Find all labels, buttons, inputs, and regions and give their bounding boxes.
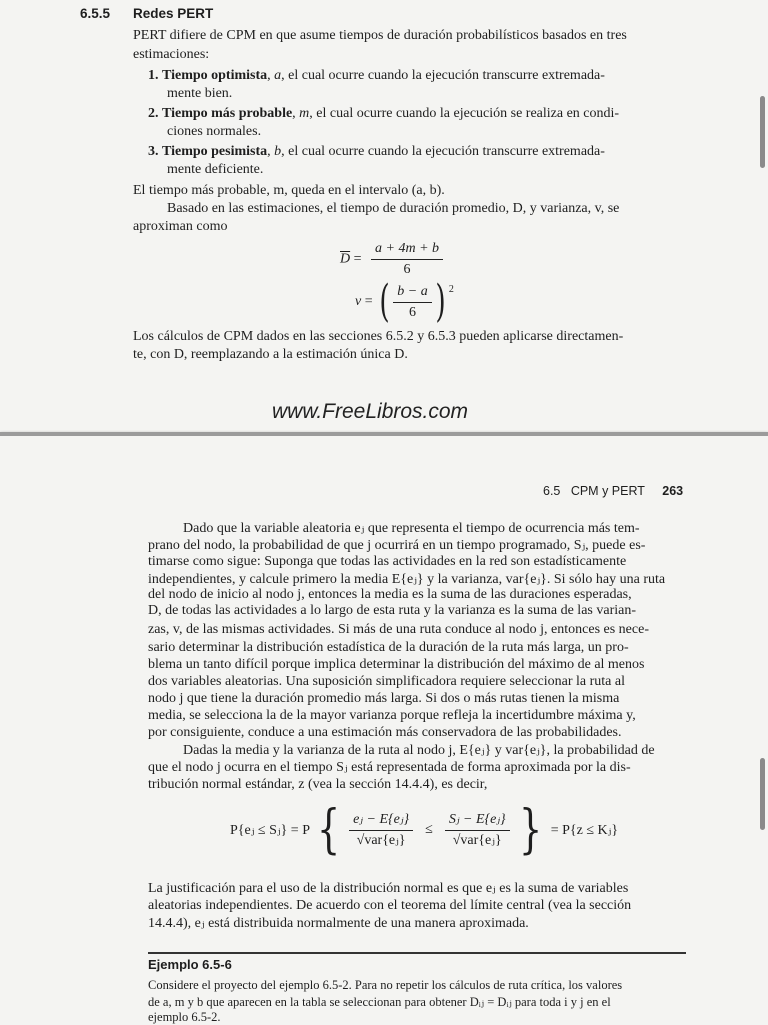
cpm-line-1: Los cálculos de CPM dados en las secciones 6.5.2 y 6.5.3 pueden aplicarse directamen-	[133, 329, 624, 344]
p2-line: Dadas la media y la varianza de la ruta al nodo j, E{eⱼ} y var{eⱼ}, la probabilidad de	[183, 743, 655, 758]
p1-line: blema un tanto difícil porque implica determinar la distribución del máximo de al menos	[148, 657, 645, 672]
intro-paragraph: PERT difiere de CPM en que asume tiempos de duración probabilísticos basados en tres estimaciones:	[133, 28, 627, 62]
p1-line: por consiguiente, conduce a una estimación más conservadora de las probabilidades.	[148, 725, 622, 740]
estimate-3: 3. Tiempo pesimista, b, el cual ocurre cuando la ejecución transcurre extremada-	[148, 144, 605, 159]
probability-formula: P{eⱼ ≤ Sⱼ} = P { $\frac{\text{eⱼ − E\{eⱼ\}}}{\text{√var\{eⱼ\}}}$ ≤ $\frac{\text{Sⱼ − E\{eⱼ\}}}{\text{√var\{eⱼ\}}}$ } = P{z ≤ Kⱼ}	[230, 800, 619, 860]
estimate-term: Tiempo más probable	[162, 106, 293, 121]
example-line: de a, m y b que aparecen en la tabla se seleccionan para obtener Dᵢⱼ = Dᵢⱼ para toda i y j en el	[148, 995, 611, 1009]
header-title: CPM y PERT	[570, 484, 645, 498]
p1-line: prano del nodo, la probabilidad de que j ocurrirá en un tiempo programado, Sⱼ, puede es-	[148, 538, 646, 553]
page-number: 263	[662, 484, 684, 498]
example-line: Considere el proyecto del ejemplo 6.5-2. Para no repetir los cálculos de ruta crítica, los valores	[148, 978, 623, 992]
section-number: 6.5.5	[80, 6, 111, 21]
justification-line: La justificación para el uso de la distribución normal es que eⱼ es la suma de variables	[148, 881, 629, 896]
basado-line-1: Basado en las estimaciones, el tiempo de duración promedio, D, y varianza, v, se	[167, 201, 620, 216]
scrollbar-thumb-bottom[interactable]	[760, 758, 765, 830]
p1-line: dos variables aleatorias. Una suposición simplificadora requiere seleccionar la ruta al	[148, 674, 625, 689]
cpm-line-2: te, con D, reemplazando a la estimación única D.	[133, 347, 408, 362]
p1-line: Dado que la variable aleatoria eⱼ que representa el tiempo de ocurrencia más tem-	[183, 521, 640, 536]
p1-line: nodo j que tiene la duración promedio más larga. Si dos o más rutas tienen la misma	[148, 691, 620, 706]
bottom-page	[0, 436, 768, 1024]
basado-line-2: aproximan como	[133, 219, 228, 234]
p1-line: sario determinar la distribución estadística de la duración de la ruta más larga, un pro-	[148, 640, 629, 655]
estimate-3-cont: mente deficiente.	[167, 162, 264, 177]
estimate-1: 1. Tiempo optimista, a, el cual ocurre cuando la ejecución transcurre extremada-	[148, 68, 605, 83]
running-header	[543, 484, 683, 498]
p1-line: zas, v, de las mismas actividades. Si más de una ruta conduce al nodo j, entonces es nece-	[148, 622, 649, 637]
formula-duration: $\overline{D}$ = $\frac{a + 4m + b}{6}$	[340, 240, 443, 279]
example-rule	[148, 952, 686, 954]
formula-variance: v = ( $\frac{b - a}{6}$ ) $^2$	[355, 276, 454, 327]
estimate-2-cont: ciones normales.	[167, 124, 262, 139]
p1-line: media, se selecciona la de la mayor varianza porque refleja la incertidumbre máxima y,	[148, 708, 636, 723]
interval-text: El tiempo más probable, m, queda en el intervalo (a, b).	[133, 183, 445, 198]
section-title: Redes PERT	[133, 6, 214, 21]
p1-line: D, de todas las actividades a lo largo de esta ruta y la varianza es la suma de las varian-	[148, 603, 636, 618]
example-line: ejemplo 6.5-2.	[148, 1010, 221, 1024]
scrollbar-thumb-top[interactable]	[760, 96, 765, 168]
p1-line: timarse como sigue: Suponga que todas las actividades en la red son estadísticamente	[148, 554, 627, 569]
estimate-term: Tiempo optimista	[162, 68, 268, 83]
justification-line: aleatorias independientes. De acuerdo con el teorema del límite central (vea la sección	[148, 898, 632, 913]
p1-line: del nodo de inicio al nodo j, entonces la media es la suma de las duraciones esperadas,	[148, 587, 632, 602]
p2-line: que el nodo j ocurra en el tiempo Sⱼ está representada de forma aproximada por la dis-	[148, 760, 631, 775]
estimate-1-cont: mente bien.	[167, 86, 233, 101]
estimate-term: Tiempo pesimista	[162, 144, 268, 159]
p2-line: tribución normal estándar, z (vea la sección 14.4.4), es decir,	[148, 777, 488, 792]
example-title: Ejemplo 6.5-6	[148, 957, 232, 972]
header-section: 6.5	[543, 484, 561, 498]
p1-line: independientes, y calcule primero la media E{eⱼ} y la varianza, var{eⱼ}. Si sólo hay una ruta	[148, 572, 666, 587]
watermark: www.FreeLibros.com	[272, 400, 469, 423]
top-page	[0, 0, 768, 432]
justification-line: 14.4.4), eⱼ está distribuida normalmente de una manera aproximada.	[148, 916, 529, 931]
estimate-2: 2. Tiempo más probable, m, el cual ocurre cuando la ejecución se realiza en condi-	[148, 106, 620, 121]
